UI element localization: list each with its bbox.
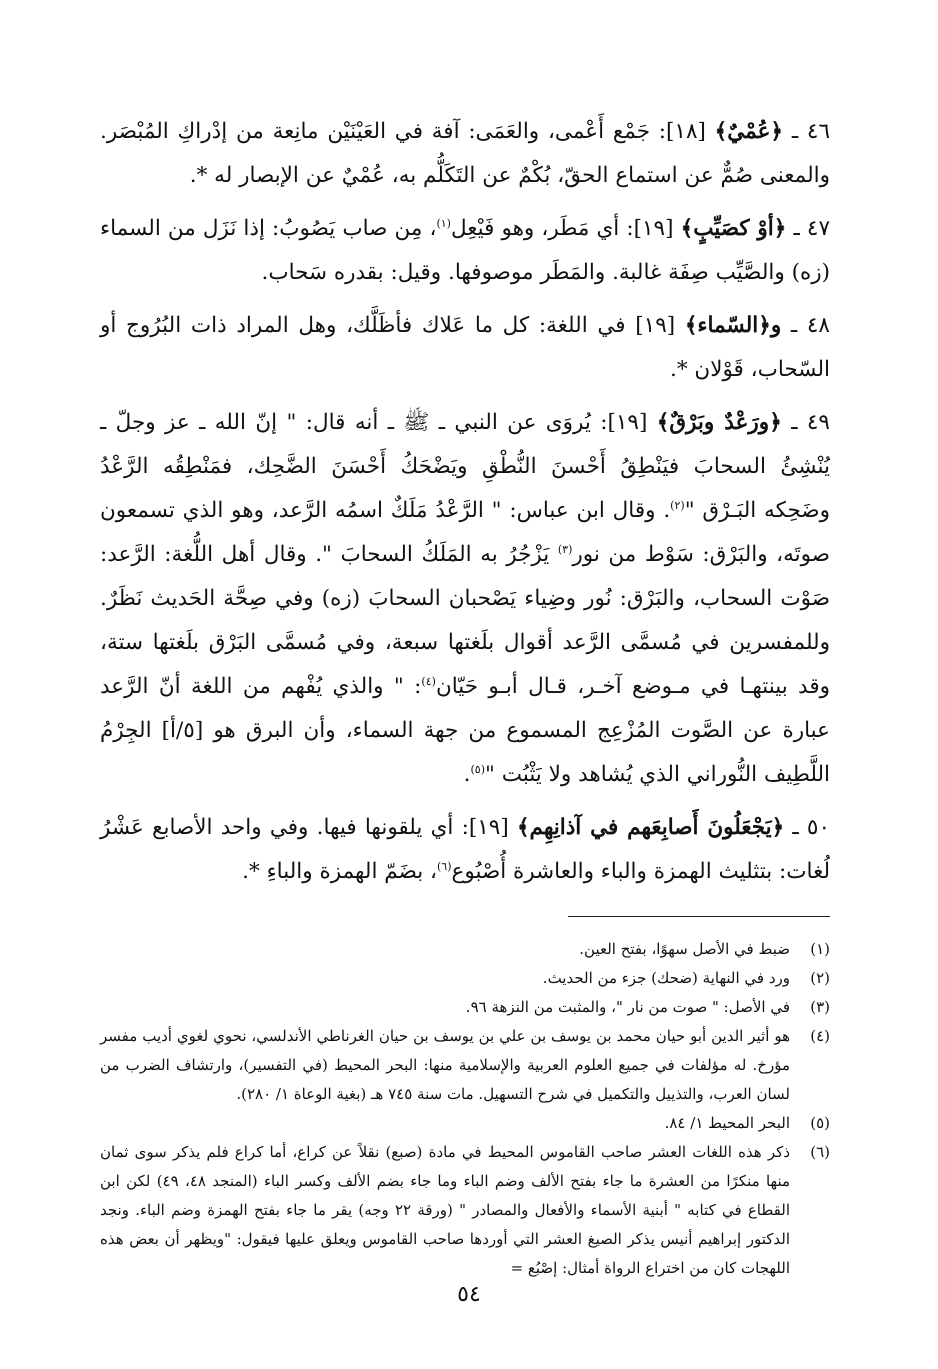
entry-headword: ﴿يَجْعَلُونَ أَصابِعَهم في آذانِهِم﴾ [516, 815, 785, 840]
footnote-4 [100, 1022, 830, 1109]
footnote-ref: (٦) [437, 859, 452, 873]
footnote-text: ذكر هذه اللغات العشر صاحب القاموس المحيط في مادة (صبع) نقلاً عن كراع، أما كراع فلم يذكر سوى ثمان منها منكرًا من العشرة ما جاء بفتح الألف وضم الباء وما جاء بضم الألف وكسر الباء (المنجد ٤٨، ٤٩) لكن ابن القطاع في كتابه " أبنية الأسماء والأفعال والمصادر " (ورقة ٢٢ وجه) يقر ما جاء بفتح الهمزة وضم الباء. ونجد الدكتور إبراهيم أنيس يذكر الصيغ العشر التي أوردها صاحب القاموس ويعلق عليها فيقول: "ويظهر أن بعض هذه اللهجات كان من اختراع الرواة أمثال: إصْبُع = [100, 1143, 791, 1277]
entry-text: يَزْجُرُ به المَلَكُ السحابَ ". وقال أهل اللُّغة: الرَّعد: صَوْت السحاب، والبَرْق: نُور وضِياء يَصْحبان السحابَ (زه) وفي صِحَّة الحَديث نَظَرٌ. وللمفسرين في مُسمَّى الرَّعد أقوال بلَغتها سبعة، وفي مُسمَّى البَرْق بلَغتها ستة، وقد بينتهـا في مـوضع آخـر، قـال أبـو حَيّان [100, 542, 830, 699]
footnote-ref: (٥) [470, 762, 485, 776]
footnote-number: (٢) [810, 969, 830, 987]
entry-text: ، بضَمّ الهمزة والباءِ *. [242, 859, 437, 884]
footnote-1 [100, 935, 830, 964]
entry-number: ٤٨ ـ [790, 313, 830, 338]
entry-headword: و﴿السّماء﴾ [684, 313, 782, 338]
footnote-number: (٦) [810, 1143, 830, 1161]
entry-headword: ﴿عُمْيٌ﴾ [714, 119, 784, 144]
footnote-text: هو أثير الدين أبو حيان محمد بن يوسف بن علي بن يوسف بن حيان الغرناطي الأندلسي، نحوي لغوي أديب مفسر مؤرخ. له مؤلفات في جميع العلوم العربية والإسلامية منها: البحر المحيط (في التفسير)، وارتشاف الضرب من لسان العرب، والتذييل والتكميل في شرح التسهيل. مات سنة ٧٤٥ هـ (بغية الوعاة ١/ ٢٨٠). [100, 1027, 790, 1103]
footnote-number: (٤) [810, 1027, 830, 1045]
footnote-number: (٣) [810, 998, 830, 1016]
entry-47 [100, 207, 830, 295]
page-content [100, 110, 830, 1283]
footnote-ref: (٣) [557, 542, 573, 556]
entry-number: ٤٦ ـ [791, 119, 830, 144]
footnote-text: في الأصل: " صوت من نار "، والمثبت من النزهة ٩٦. [465, 998, 790, 1016]
entry-number: ٤٧ ـ [793, 216, 830, 241]
footnote-ref: (٢) [670, 498, 685, 512]
entry-headword: ﴿أوْ كصَيِّبٍ﴾ [680, 216, 787, 241]
footnote-number: (١) [810, 940, 830, 958]
entry-text: ، مِن صاب يَصُوبُ: إذا نَزَل من السماء (زه) والصَّيِّب صِفَة غالبة. والمَطَر موصوفها. وقيل: بقدره سَحاب. [100, 216, 830, 285]
page-number: ٥٤ [457, 1282, 481, 1307]
entry-46 [100, 110, 830, 198]
footnote-ref: (١) [436, 216, 451, 230]
entry-49 [100, 401, 830, 797]
footnote-2 [100, 964, 830, 993]
footnote-ref: (٤) [421, 674, 436, 688]
footnote-6 [100, 1138, 830, 1283]
entry-headword: ﴿ورَعْدٌ وبَرْقٌ﴾ [656, 410, 782, 435]
entry-text: [١٩]: أي مَطَر، وهو فَيْعِل [450, 216, 681, 241]
footnote-text: البحر المحيط ١/ ٨٤. [664, 1114, 790, 1132]
entry-number: ٥٠ ـ [792, 815, 831, 840]
entry-text: [١٩]: يُروَى عن النبي ـ ﷺ ـ أنه قال: " إنّ الله ـ عز وجلّ ـ يُنْشِئُ السحابَ فيَنْطِقُ أَحْسنَ النُّطْقِ ويَضْحَكُ أَحْسَنَ الضَّحِك، فمَنْطِقُه الرَّعْدُ وضَحِكه البَـرْق " [100, 410, 830, 523]
footnote-5 [100, 1109, 830, 1138]
footnote-3 [100, 993, 830, 1022]
entry-48 [100, 304, 830, 392]
footnote-number: (٥) [810, 1114, 830, 1132]
entry-text: [١٨]: جَمْع أَعْمى، والعَمَى: آفة في العَيْنَيْن مانِعة من إدْراكِ المُبْصَر. والمعنى صُمٌّ عن استماع الحقّ، بُكْمٌ عن التَكَلُّم به، عُمْيٌ عن الإبصار له *. [100, 119, 830, 188]
entry-text: . وقال ابن عباس: " الرَّعْدُ مَلَكٌ اسمُه الرَّعد، وهو الذي تسمعون صوتَه، والبَرْق: سَوْط من نور [100, 498, 830, 567]
entry-text: . [463, 762, 471, 787]
footnote-text: ضبط في الأصل سهوًا، بفتح العين. [579, 940, 790, 958]
entry-50 [100, 806, 830, 894]
entry-text: [١٩] في اللغة: كل ما عَلاك فأظَلَّك، وهل المراد ذات البُرُوج أو السّحاب، قَوْلان *. [100, 313, 830, 382]
entry-text: : " والذي يُفْهم من اللغة أنّ الرَّعد عبارة عن الصَّوت المُزْعِج المسموع من جهة السماء، وأن البرق هو [٥/أ] الجِرْمُ اللَّطِيف النُّوراني الذي يُشاهد ولا يَثْبُت " [100, 674, 830, 787]
footnote-text: ورد في النهاية (ضحك) جزء من الحديث. [542, 969, 790, 987]
entry-text: [١٩]: أي يلقونها فيها. وفي واحد الأصابع عَشْرُ لُغات: بتثليث الهمزة والباء والعاشرة أُصْبُوع [100, 815, 830, 884]
entry-number: ٤٩ ـ [791, 410, 830, 435]
footnotes [100, 935, 830, 1283]
footnote-divider [568, 916, 830, 917]
